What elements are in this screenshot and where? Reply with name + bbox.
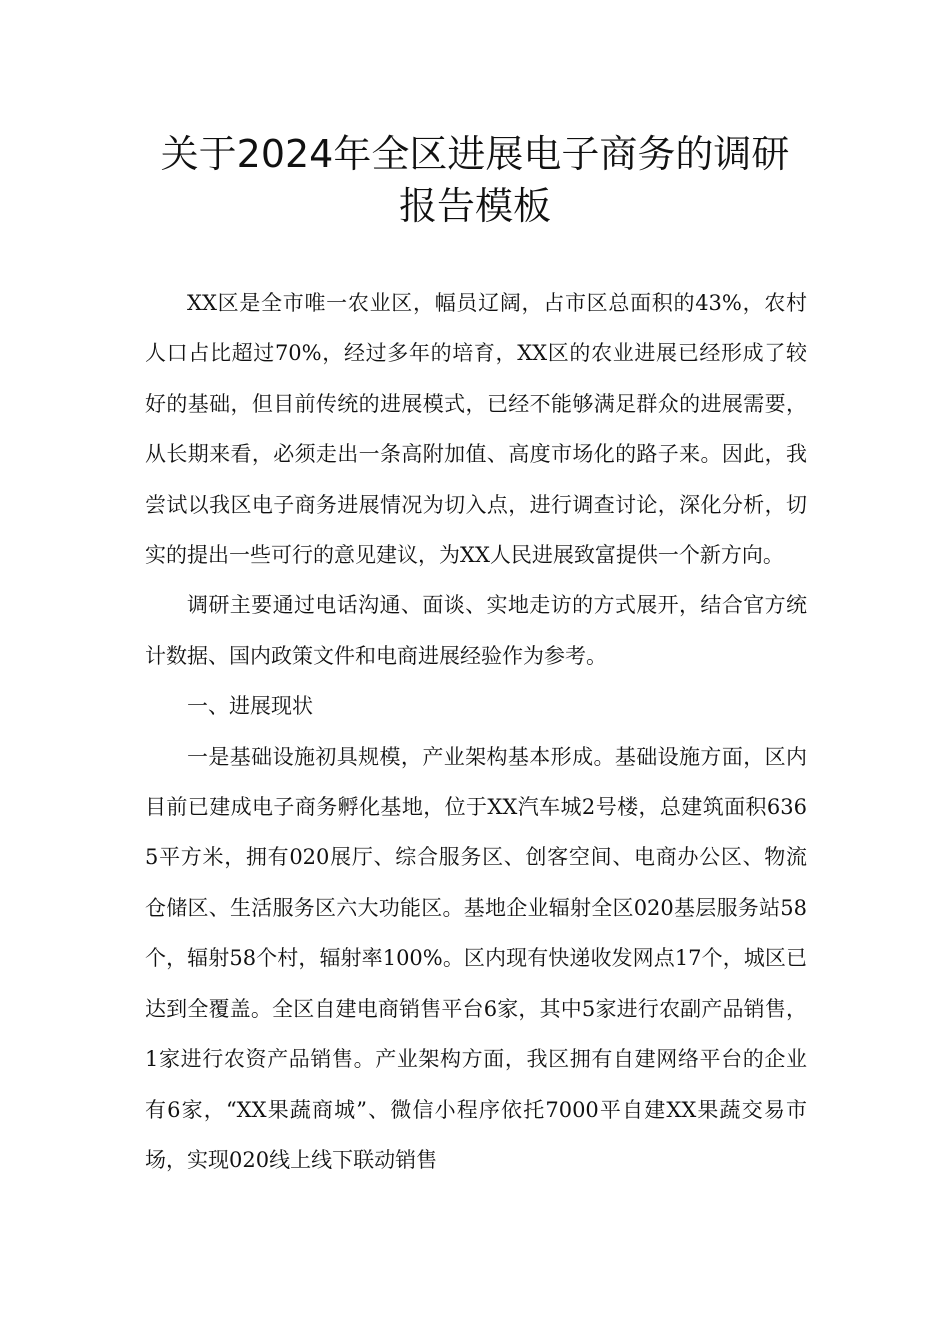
document-body [145,278,807,1185]
paragraph-status: 一是基础设施初具规模，产业架构基本形成。基础设施方面，区内目前已建成电子商务孵化基地，位于XX汽车城2号楼，总建筑面积6365平方米，拥有020展厅、综合服务区、创客空间、电商办公区、物流仓储区、生活服务区六大功能区。基地企业辐射全区020基层服务站58个，辐射58个村，辐射率100%。区内现有快递收发网点17个，城区已达到全覆盖。全区自建电商销售平台6家，其中5家进行农副产品销售，1家进行农资产品销售。产业架构方面，我区拥有自建网络平台的企业有6家，“XX果蔬商城”、微信小程序依托7000平自建XX果蔬交易市场，实现020线上线下联动销售 [145,744,807,1172]
document-title-line-2: 报告模板 [398,184,551,228]
document-title-line-1: 关于2024年全区进展电子商务的调研 [160,132,790,176]
paragraph-intro: XX区是全市唯一农业区，幅员辽阔，占市区总面积的43%，农村人口占比超过70%，经过多年的培育，XX区的农业进展已经形成了较好的基础，但目前传统的进展模式，已经不能够满足群众的进展需要，从长期来看，必须走出一条高附加值、高度市场化的路子来。因此，我尝试以我区电子商务进展情况为切入点，进行调查讨论，深化分析，切实的提出一些可行的意见建议，为XX人民进展致富提供一个新方向。 [145,291,807,568]
paragraph-method: 调研主要通过电话沟通、面谈、实地走访的方式展开，结合官方统计数据、国内政策文件和电商进展经验作为参考。 [145,593,807,668]
section-heading: 一、进展现状 [187,694,313,719]
